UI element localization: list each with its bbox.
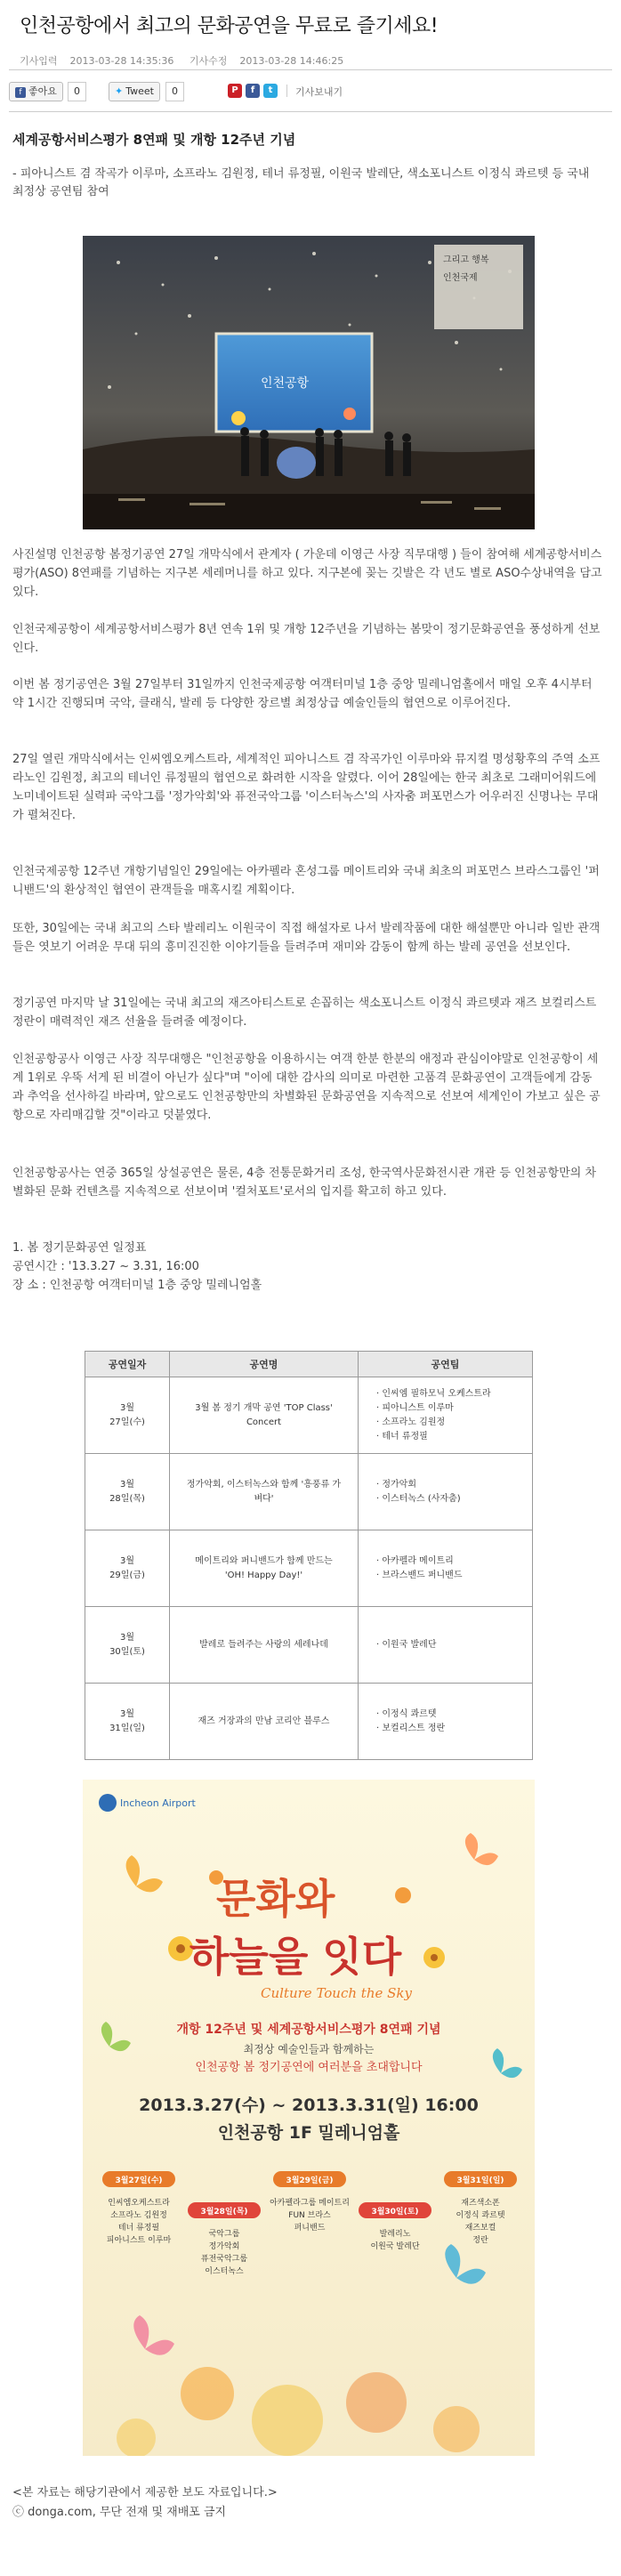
divider: [9, 69, 612, 70]
photo-caption: 사진설명 인천공항 봄정기공연 27일 개막식에서 관계자 ( 가운데 이영근 사장 직무대행 ) 들이 참여해 세계공항서비스평가(ASO) 8연패를 기념하는 지구본 세레머니를 하고 있다. 지구본에 꽂는 깃발은 각 년도 별로 ASO수상내역을 담고 있다.: [12, 548, 602, 599]
date-cell: 3월 30일(토): [85, 1607, 170, 1684]
team-cell: · 아카펠라 메이트리 · 브라스밴드 퍼니밴드: [359, 1530, 533, 1607]
title-cell: 정가악회, 이스터녹스와 함께 '흥풍류 가벼다': [170, 1454, 359, 1530]
team-cell: · 이정식 콰르텟 · 보컬리스트 정란: [359, 1684, 533, 1760]
modify-label: 기사수정: [189, 55, 228, 67]
svg-text:인씨엠오케스트라: 인씨엠오케스트라: [108, 2199, 170, 2208]
title-cell: 발레로 들려주는 사랑의 세레나데: [170, 1607, 359, 1684]
svg-text:발레리노: 발레리노: [379, 2230, 411, 2239]
photo-illustration: [83, 236, 535, 529]
paragraph: 27일 열린 개막식에서는 인씨엠오케스트라, 세계적인 피아니스트 겸 작곡가인 이루마와 뮤지컬 명성황후의 주역 소프라노인 김원정, 최고의 테너인 류정필의 협연으로 화려한 시작을 알렸다. 이어 28일에는 한국 최초로 그래미어워드에 노미네이트된 실력파 국악그룹 '정가악회'와 퓨전국악그룹 '이스터녹스'의 사자춤 퍼포먼스가 어우러진 신명나는 무대가 펼쳐진다.: [12, 753, 601, 822]
event-poster: [83, 1780, 535, 2456]
tweet-count: 0: [165, 82, 184, 101]
svg-text:인천공항: 인천공항: [261, 376, 310, 391]
col-header-team: 공연팀: [359, 1352, 533, 1377]
send-article-link[interactable]: 기사보내기: [295, 86, 343, 98]
table-row: [85, 1377, 533, 1454]
paragraph: 인천국제공항이 세계공항서비스평가 8년 연속 1위 및 개항 12주년을 기념하는 봄맞이 정기문화공연을 풍성하게 선보인다.: [12, 623, 601, 655]
poster-illustration: [83, 1780, 535, 2456]
svg-text:인천공항 1F 밀레니엄홀: 인천공항 1F 밀레니엄홀: [217, 2123, 400, 2143]
date-cell: 3월 31일(일): [85, 1684, 170, 1760]
svg-text:퓨전국악그룹: 퓨전국악그룹: [200, 2255, 248, 2264]
article-subhead: 세계공항서비스평가 8연패 및 개항 12주년 기념: [12, 132, 296, 148]
paragraph: 인천공항공사 이영근 사장 직무대행은 "인천공항을 이용하시는 여객 한분 한분의 애정과 관심이야말로 인천공항이 세계 1위로 우뚝 서게 된 비결이 아닌가 싶다"며 "이에 대한 감사의 의미로 마련한 고품격 문화공연이 고객들에게 감동과 추억을 선사하길 바라며, 앞으로도 인천공항만의 차별화된 문화공연을 지속적으로 선보여 세계인이 가보고 싶은 공항으로 자리매김할 것"이라고 덧붙였다.: [12, 1053, 601, 1122]
twitter-bird-icon: ✦: [115, 85, 124, 97]
schedule-time: 공연시간 : '13.3.27 ~ 3.31, 16:00: [12, 1260, 199, 1273]
schedule-title: 1. 봄 정기문화공연 일정표: [12, 1241, 147, 1255]
table-header-row: [85, 1352, 533, 1377]
svg-text:3월29일(금): 3월29일(금): [286, 2176, 334, 2185]
date-cell: 3월 28일(목): [85, 1454, 170, 1530]
team-cell: · 이원국 발레단: [359, 1607, 533, 1684]
date-cell: 3월 27일(수): [85, 1377, 170, 1454]
date-cell: 3월 29일(금): [85, 1530, 170, 1607]
event-photo: [83, 236, 535, 529]
separator: [286, 85, 287, 97]
svg-text:이스터녹스: 이스터녹스: [205, 2267, 244, 2276]
svg-text:하늘을 잇다: 하늘을 잇다: [190, 1933, 402, 1981]
paragraph: 인천공항공사는 연중 365일 상설공연은 물론, 4층 전통문화거리 조성, 한국역사문화전시관 개관 등 인천공항만의 차별화된 문화 컨텐츠를 지속적으로 선보이며 '컬처포트'로서의 입지를 확고히 하고 있다.: [12, 1167, 597, 1199]
table-row: [85, 1684, 533, 1760]
svg-text:3월27일(수): 3월27일(수): [115, 2176, 163, 2185]
like-count: 0: [68, 82, 86, 101]
svg-text:이원국 발레단: 이원국 발레단: [370, 2242, 420, 2251]
table-row: [85, 1530, 533, 1607]
paragraph: 정기공연 마지막 날 31일에는 국내 최고의 재즈아티스트로 손꼽히는 색소포니스트 이정식 콰르텟과 재즈 보컬리스트 정란이 매력적인 재즈 선율을 들려줄 예정이다.: [12, 997, 597, 1029]
tweet-button[interactable]: ✦ Tweet: [109, 82, 160, 101]
schedule-place: 장 소 : 인천공항 여객터미널 1층 중앙 밀레니엄홀: [12, 1279, 262, 1292]
svg-text:국악그룹: 국악그룹: [208, 2230, 240, 2239]
svg-text:아카펠라그룹 메이트리: 아카펠라그룹 메이트리: [270, 2199, 350, 2208]
svg-text:테너 류정필: 테너 류정필: [117, 2224, 160, 2233]
svg-text:최정상 예술인들과 함께하는: 최정상 예술인들과 함께하는: [243, 2043, 375, 2055]
paragraph: 또한, 30일에는 국내 최고의 스타 발레리노 이원국이 직접 해설자로 나서 발레작품에 대한 해설뿐만 아니라 일반 관객들은 엿보기 어려운 무대 뒤의 흥미진진한 이야기들을 들려주며 재미와 감동이 함께 하는 발레 공연을 선보인다.: [12, 922, 601, 954]
divider: [9, 111, 612, 112]
article-lead: - 피아니스트 겸 작곡가 이루마, 소프라노 김원정, 테너 류정필, 이원국 발레단, 색소포니스트 이정식 콰르텟 등 국내 최정상 공연팀 참여: [12, 167, 590, 198]
twitter-icon[interactable]: t: [263, 84, 278, 98]
col-header-date: 공연일자: [85, 1352, 170, 1377]
svg-text:문화와: 문화와: [216, 1875, 335, 1923]
title-cell: 메이트리와 퍼니밴드가 함께 만드는 'OH! Happy Day!': [170, 1530, 359, 1607]
title-cell: 재즈 거장과의 만남 코리안 블루스: [170, 1684, 359, 1760]
facebook-like-icon: f: [15, 87, 26, 98]
team-cell: · 인씨엠 필하모닉 오케스트라 · 피아니스트 이루마 · 소프라노 김원정 · 테너 류정필: [359, 1377, 533, 1454]
facebook-icon[interactable]: f: [246, 84, 260, 98]
modify-time: 2013-03-28 14:46:25: [239, 55, 344, 67]
svg-text:3월28일(목): 3월28일(목): [200, 2208, 248, 2217]
svg-text:그리고 행복: 그리고 행복: [443, 255, 489, 265]
svg-text:FUN 브라스: FUN 브라스: [288, 2211, 331, 2220]
svg-text:Culture Touch the Sky: Culture Touch the Sky: [261, 1985, 412, 2001]
col-header-name: 공연명: [170, 1352, 359, 1377]
svg-text:2013.3.27(수) ~ 2013.3.31(일) 16: 2013.3.27(수) ~ 2013.3.31(일) 16:00: [139, 2096, 479, 2115]
svg-text:정가악회: 정가악회: [208, 2242, 240, 2251]
input-label: 기사입력: [20, 55, 58, 67]
share-bar: [9, 82, 612, 103]
schedule-table: [85, 1351, 533, 1760]
svg-text:인천국제: 인천국제: [443, 273, 478, 283]
paragraph: 인천국제공항 12주년 개항기념일인 29일에는 아카펠라 혼성그룹 메이트리와 국내 최초의 퍼포먼스 브라스그룹인 '퍼니밴드'의 환상적인 협연이 관객들을 매혹시킬 계획이다.: [12, 865, 600, 897]
svg-text:Incheon Airport: Incheon Airport: [120, 1797, 196, 1809]
svg-text:3월30일(토): 3월30일(토): [371, 2208, 419, 2217]
svg-text:피아니스트 이루마: 피아니스트 이루마: [106, 2236, 172, 2245]
article-meta: [20, 53, 356, 68]
press-release-note: <본 자료는 해당기관에서 제공한 보도 자료입니다.>: [12, 2486, 278, 2499]
copyright: ⓒ donga.com, 무단 전재 및 재배포 금지: [12, 2506, 227, 2519]
title-cell: 3월 봄 정기 개막 공연 'TOP Class' Concert: [170, 1377, 359, 1454]
svg-text:3월31일(일): 3월31일(일): [456, 2176, 504, 2185]
svg-text:퍼니밴드: 퍼니밴드: [294, 2224, 326, 2233]
team-cell: · 정가악회 · 이스터녹스 (사자춤): [359, 1454, 533, 1530]
table-row: [85, 1607, 533, 1684]
svg-text:인천공항 봄 정기공연에 여러분을 초대합니다: 인천공항 봄 정기공연에 여러분을 초대합니다: [195, 2061, 423, 2074]
paragraph: 이번 봄 정기공연은 3월 27일부터 31일까지 인천국제공항 여객터미널 1층 중앙 밀레니엄홀에서 매일 오후 4시부터 약 1시간 진행되며 국악, 클래식, 발레 등 다양한 장르별 최정상급 예술인들의 협연으로 이루어진다.: [12, 678, 593, 710]
svg-text:소프라노 김원정: 소프라노 김원정: [110, 2211, 167, 2220]
svg-text:재즈보컬: 재즈보컬: [464, 2224, 496, 2233]
article-title: 인천공항에서 최고의 문화공연을 무료로 즐기세요!: [20, 15, 439, 37]
input-time: 2013-03-28 14:35:36: [69, 55, 174, 67]
svg-text:정란: 정란: [472, 2236, 488, 2245]
svg-text:재즈색소폰: 재즈색소폰: [461, 2199, 500, 2208]
pinterest-icon[interactable]: P: [228, 84, 242, 98]
svg-text:이정식 콰르텟: 이정식 콰르텟: [456, 2211, 505, 2220]
svg-text:개항 12주년 및 세계공항서비스평가 8연패 기념: 개항 12주년 및 세계공항서비스평가 8연패 기념: [176, 2023, 441, 2037]
table-row: [85, 1454, 533, 1530]
like-button[interactable]: f 좋아요: [9, 82, 63, 101]
